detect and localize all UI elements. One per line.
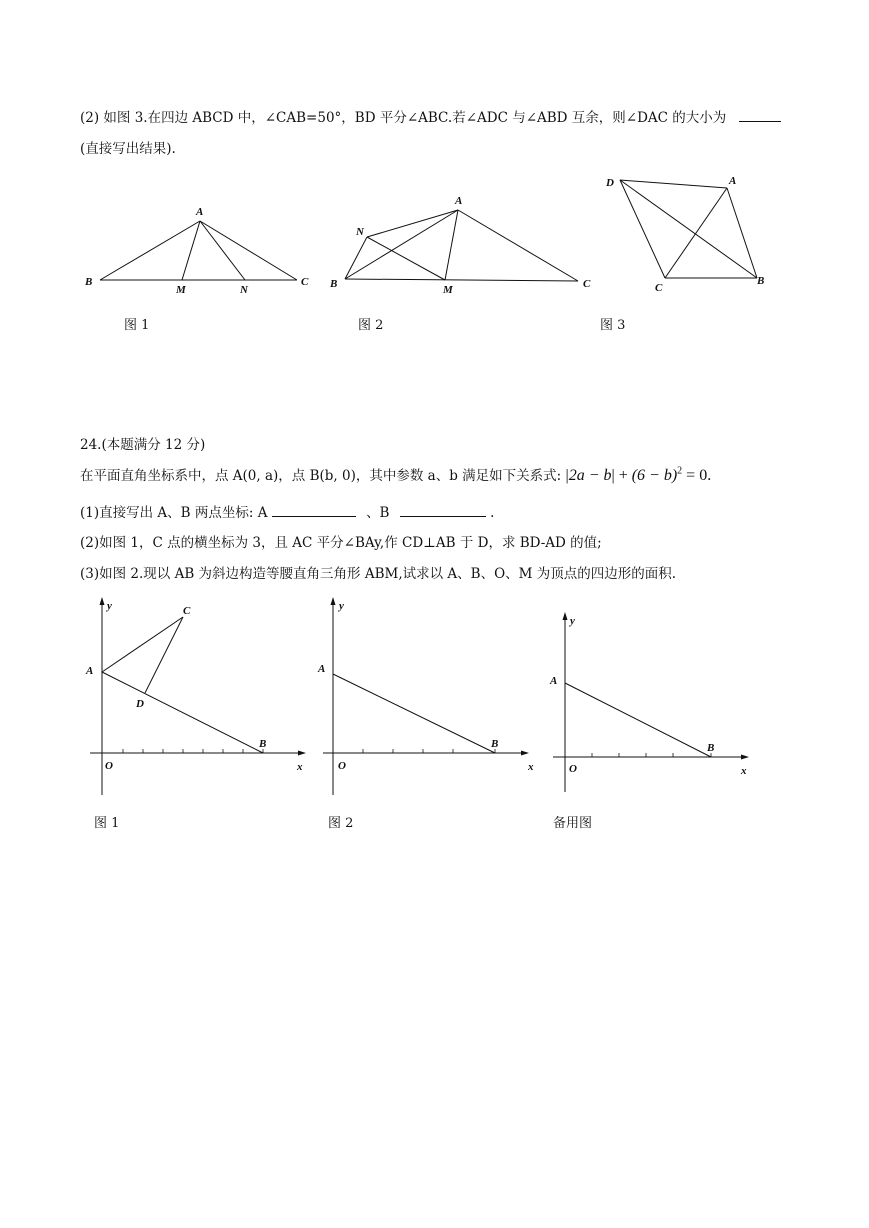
label-m: M [176,284,186,296]
segment-ba [345,210,458,279]
coord-figure-1 [80,595,320,805]
abs-bar-right: | [611,467,615,484]
label-y: y [570,615,575,627]
label-a: A [455,195,463,207]
q24-stem-text: 在平面直角坐标系中，点 A(0, a)，点 B(b, 0)，其中参数 a、b 满足如下关系式: [80,468,562,484]
square-base: (6 − b) [631,467,678,484]
label-d: D [606,177,614,189]
segment-ab [727,188,757,278]
label-d: D [136,698,144,710]
label-c: C [301,276,309,288]
segment-ac [102,617,183,672]
label-c: C [583,278,591,290]
label-o: O [569,763,577,775]
coord-figure-2 [315,595,545,805]
label-n: N [240,284,248,296]
label-b: B [491,738,499,750]
label-b: B [85,276,93,288]
label-x: x [741,765,747,777]
label-a: A [86,665,94,677]
abs-inner: 2a − b [568,467,612,484]
figure-2-triangle [328,190,598,300]
label-a: A [196,206,204,218]
x-axis-ticks [363,749,495,753]
y-axis-arrow [331,597,336,605]
label-x: x [528,761,534,773]
q23-part2-line1 [80,106,781,126]
coord-figure-2-caption: 图 2 [328,816,354,831]
plus-sign: + [618,467,628,484]
segment-cd [145,617,183,693]
label-n: N [356,226,364,238]
segment-ac [665,188,727,278]
x-axis-ticks [123,749,263,753]
label-b: B [330,278,338,290]
segment-an [200,221,245,280]
label-c: C [183,605,191,617]
figure-3-caption: 图 3 [600,318,626,333]
q23-part2-line2: (直接写出结果). [80,141,176,157]
label-c: C [655,282,663,294]
label-o: O [105,760,113,772]
y-axis-arrow [100,597,105,605]
answer-blank-dac[interactable] [739,109,781,122]
q24-equation [565,467,711,484]
segment-ab [333,674,495,753]
coord-figure-backup-caption: 备用图 [553,816,593,831]
q24-part3: (3)如图 2.现以 AB 为斜边构造等腰直角三角形 ABM,试求以 A、B、O、M 为顶点的四边形的面积. [80,566,677,582]
abs-bar-left: | [565,467,569,484]
q24-part2: (2)如图 1，C 点的横坐标为 3，且 AC 平分∠BAy,作 CD⊥AB 于 D，求 BD-AD 的值; [80,535,602,551]
figure-3-quadrilateral [600,170,780,295]
label-b: B [707,742,715,754]
segment-cd [620,180,665,278]
label-a: A [729,175,737,187]
q24-part1-end: . [490,505,495,521]
figure-2-caption: 图 2 [358,318,384,333]
y-axis-arrow [563,612,568,620]
label-b: B [757,275,765,287]
q24-stem [80,464,711,485]
label-o: O [338,760,346,772]
exponent: 2 [677,465,683,477]
figure-1-caption: 图 1 [124,318,150,333]
x-axis-arrow [521,751,529,756]
coord-figure-backup [545,610,765,805]
segment-ab [565,683,711,757]
segment-ac [200,221,297,280]
segment-am [445,210,458,280]
segment-an [367,210,458,237]
coord-figure-1-caption: 图 1 [94,816,120,831]
label-a: A [550,675,558,687]
label-y: y [107,600,112,612]
x-axis-arrow [741,755,749,760]
label-x: x [297,761,303,773]
segment-da [620,180,727,188]
figure-1-triangle [85,200,315,300]
q24-header: 24.(本题满分 12 分) [80,437,206,453]
segment-bc [345,279,578,281]
q23-part2-text: (2) 如图 3.在四边 ABCD 中，∠CAB=50°，BD 平分∠ABC.若∠ADC 与∠ABD 互余，则∠DAC 的大小为 [80,110,727,126]
label-b: B [259,738,267,750]
label-a: A [318,663,326,675]
q24-part1 [80,501,494,521]
q24-part1-mid: 、B [366,505,390,521]
equation-rhs: = 0 [686,467,708,484]
x-axis-arrow [298,751,306,756]
label-y: y [339,600,344,612]
equation-end: . [707,467,712,484]
q24-part1-prefix: (1)直接写出 A、B 两点坐标: A [80,505,268,521]
answer-blank-a[interactable] [272,504,356,517]
segment-db [620,180,757,278]
segment-ac [458,210,578,281]
answer-blank-b[interactable] [400,504,486,517]
segment-ab [102,672,263,753]
label-m: M [443,284,453,296]
x-axis-ticks [592,753,711,757]
